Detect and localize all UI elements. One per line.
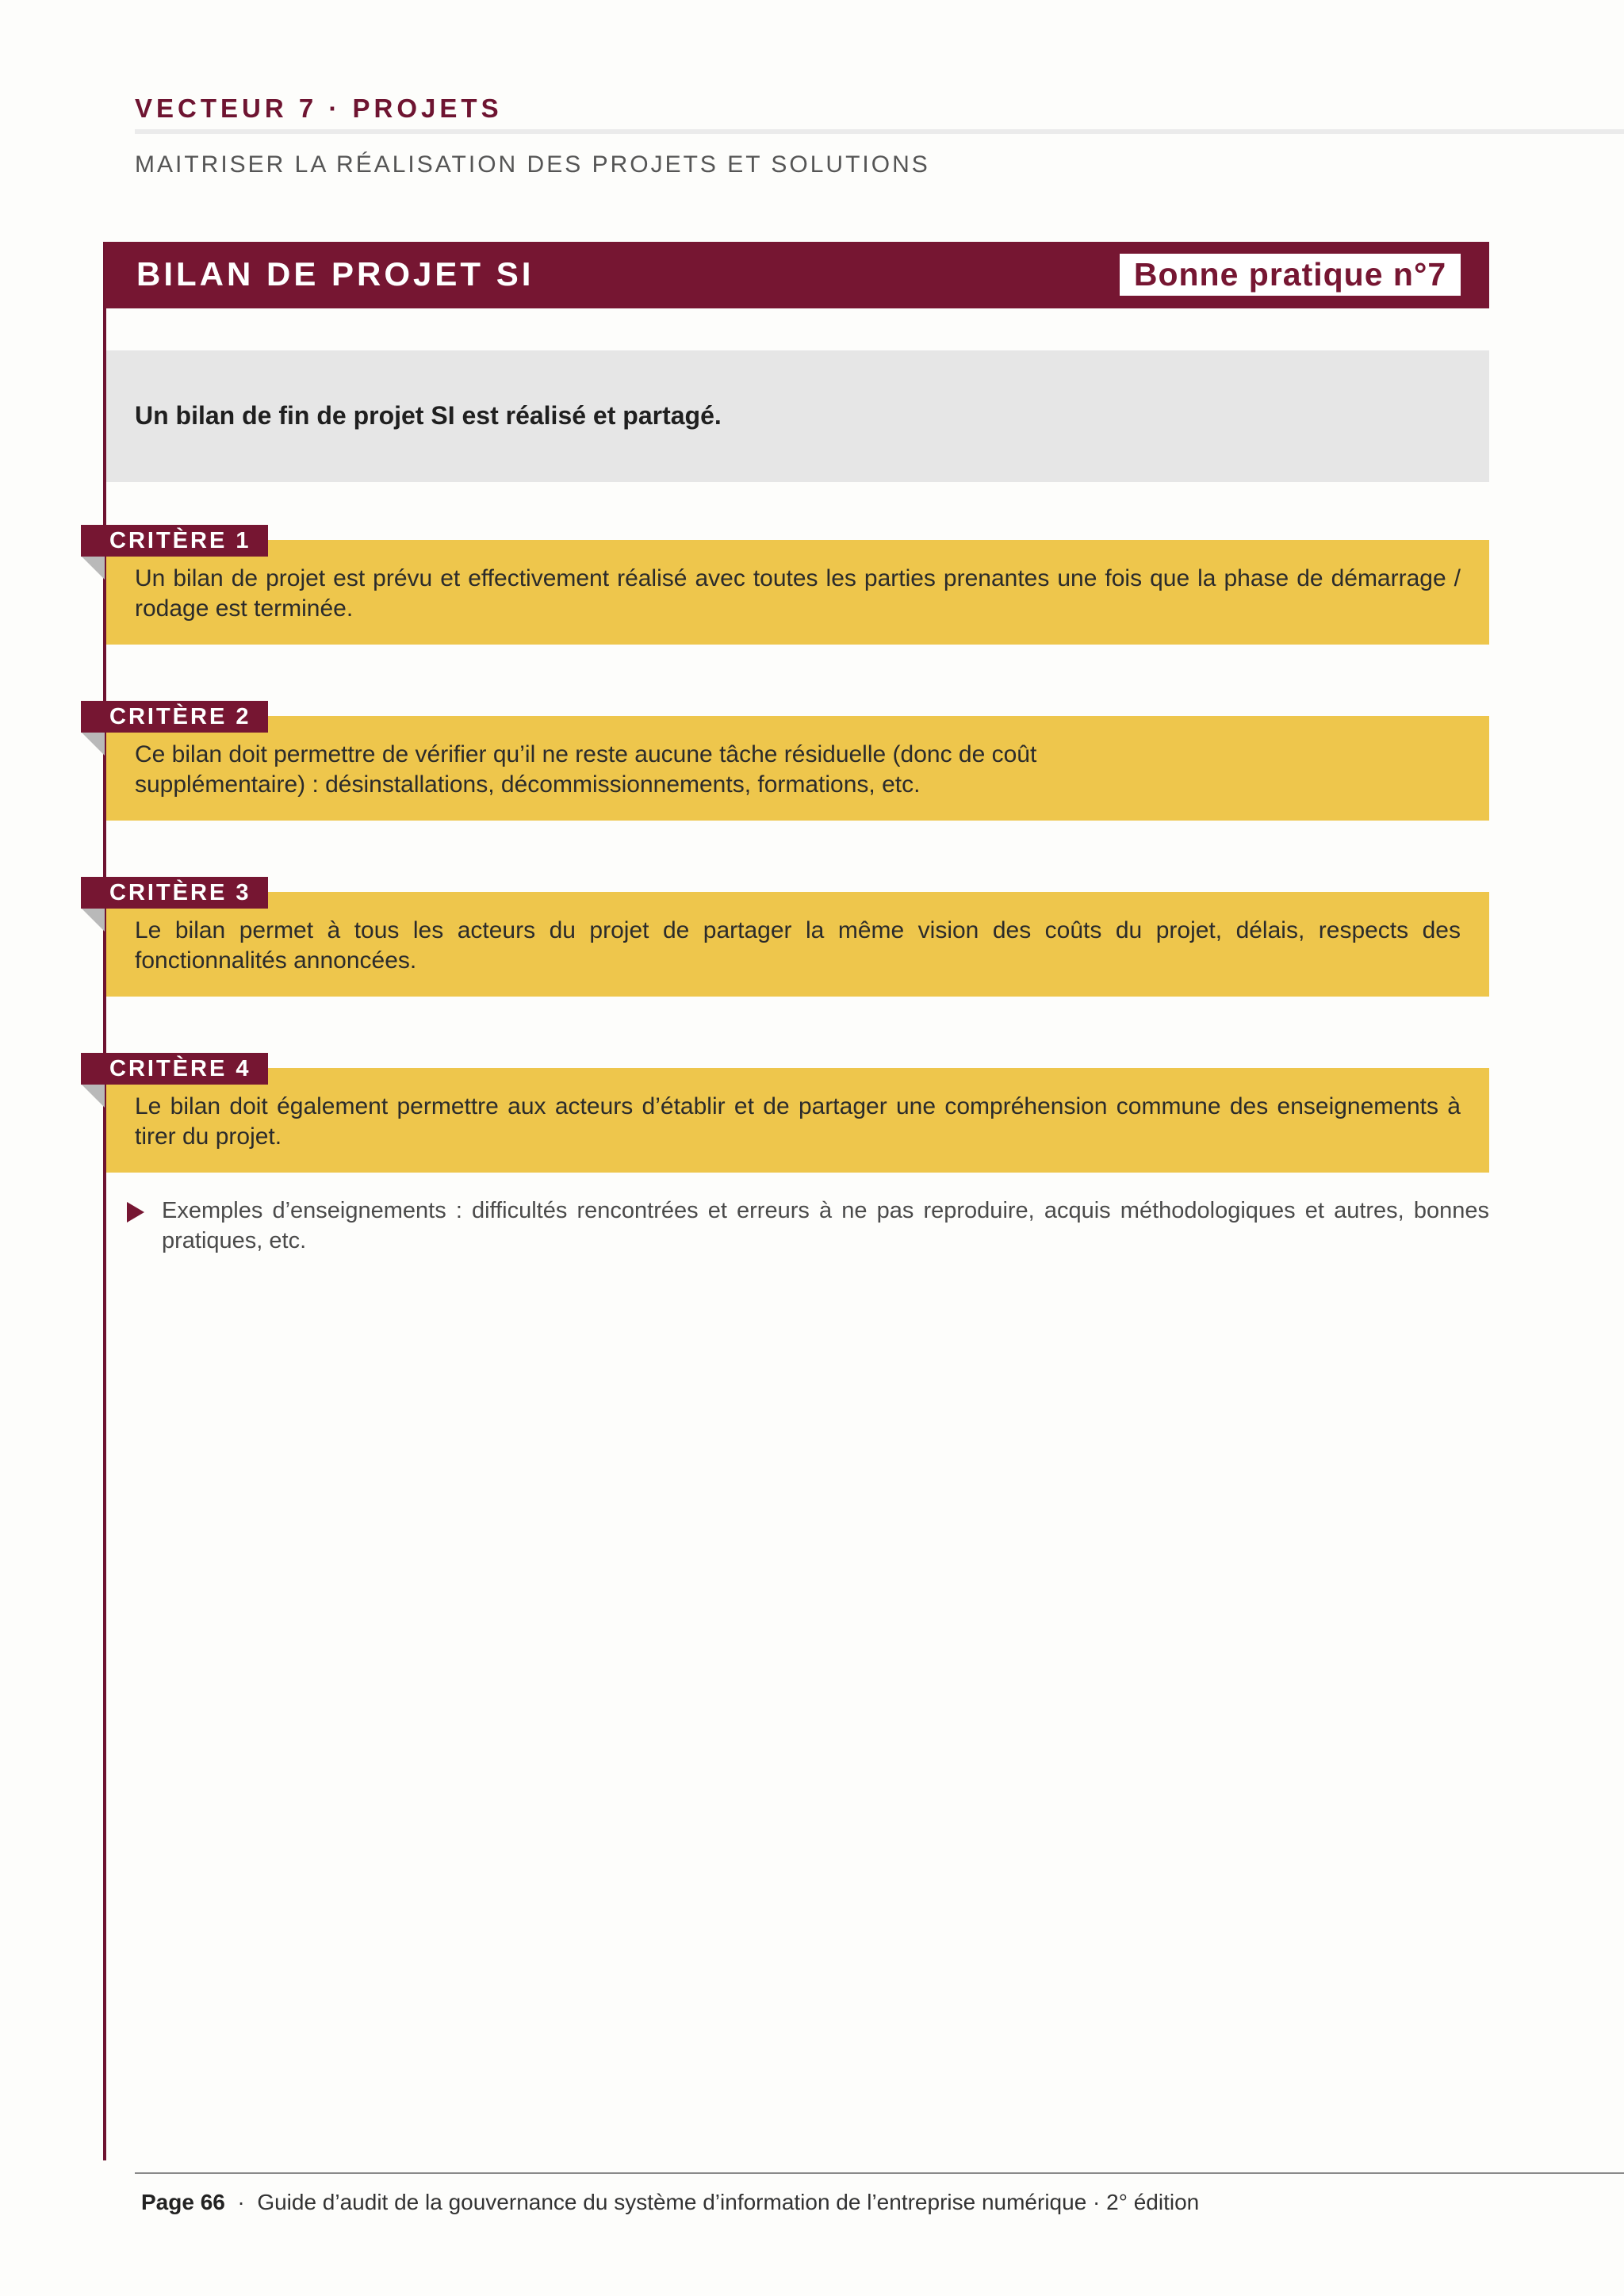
page-footer (141, 2190, 1199, 2215)
triangle-bullet-icon (127, 1202, 144, 1223)
examples-note: Exemples d’enseignements : difficultés rencontrées et erreurs à ne pas reproduire, acquis méthodologiques et autres, bonnes pratiques, etc. (162, 1198, 1489, 1253)
criterion-3-tab-fold (81, 908, 105, 932)
criterion-3-tab (81, 877, 268, 909)
criterion-4-tab (81, 1053, 268, 1085)
criterion-3-label: CRITÈRE 3 (109, 879, 251, 905)
criterion-1-tab (81, 525, 268, 557)
practice-number-badge (1120, 254, 1461, 296)
criterion-4-tab-fold (81, 1084, 105, 1108)
practice-title: BILAN DE PROJET SI (136, 255, 534, 293)
criterion-4-label: CRITÈRE 4 (109, 1055, 251, 1081)
criterion-3-text: Le bilan permet à tous les acteurs du projet de partager la même vision des coûts du projet, délais, respects des fonctionnalités annoncées. (135, 917, 1461, 974)
page-number: Page 66 (141, 2190, 225, 2214)
vector-title: VECTEUR 7 · PROJETS (135, 94, 503, 123)
practice-statement: Un bilan de fin de projet SI est réalisé et partagé. (135, 401, 722, 430)
guide-title: Guide d’audit de la gouvernance du système d’information de l’entreprise numérique · 2° édition (257, 2190, 1200, 2214)
criterion-2-text: Ce bilan doit permettre de vérifier qu’il ne reste aucune tâche résiduelle (donc de coût supplémentaire) : désinstallations, décommissionnements, formations, etc. (135, 741, 1037, 798)
footer-separator: · (237, 2190, 245, 2214)
footer-divider (135, 2172, 1624, 2174)
criterion-2-tab (81, 701, 268, 733)
vector-subtitle: MAITRISER LA RÉALISATION DES PROJETS ET SOLUTIONS (135, 151, 930, 178)
criterion-4-text: Le bilan doit également permettre aux acteurs d’établir et de partager une compréhension commune des enseignements à tirer du projet. (135, 1093, 1461, 1150)
criterion-2-tab-fold (81, 732, 105, 756)
header-divider (135, 129, 1624, 134)
criterion-2-label: CRITÈRE 2 (109, 703, 251, 729)
practice-number-label: Bonne pratique n°7 (1133, 256, 1447, 293)
criterion-1-text: Un bilan de projet est prévu et effectivement réalisé avec toutes les parties prenantes une fois que la phase de démarrage / rodage est terminée. (135, 565, 1461, 622)
criterion-1-label: CRITÈRE 1 (109, 527, 251, 553)
criterion-1-tab-fold (81, 556, 105, 580)
